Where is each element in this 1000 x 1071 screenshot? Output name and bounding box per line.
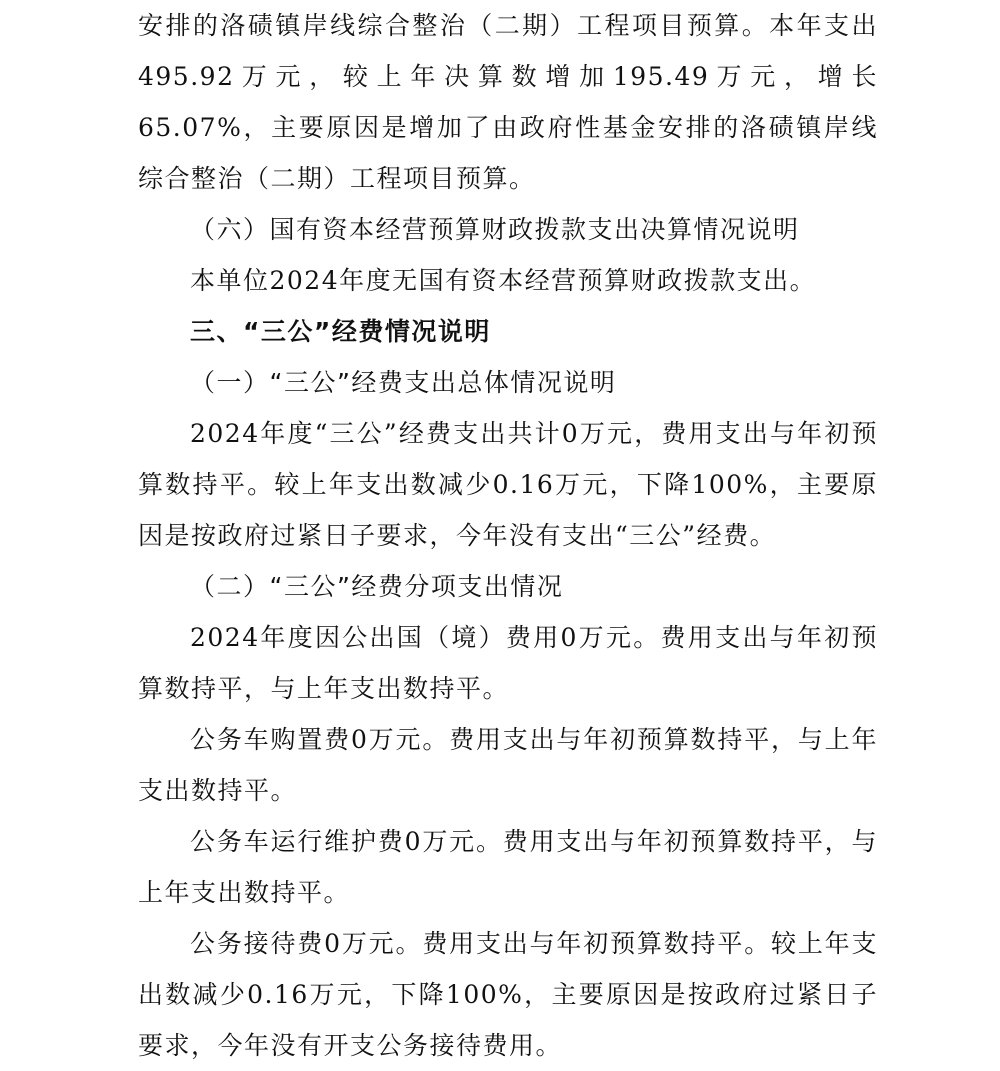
paragraph-overseas-travel: 2024年度因公出国（境）费用0万元。费用支出与年初预算数持平，与上年支出数持平。 — [138, 623, 878, 703]
paragraph-overall-expenditure: 2024年度“三公”经费支出共计0万元，费用支出与年初预算数持平。较上年支出数减少0.16万元，下降100%，主要原因是按政府过紧日子要求，今年没有支出“三公”经费。 — [138, 419, 878, 550]
heading-three-public-expenses: 三、“三公”经费情况说明 — [190, 317, 491, 346]
paragraph-official-reception: 公务接待费0万元。费用支出与年初预算数持平。较上年支出数减少0.16万元，下降100%，主要原因是按政府过紧日子要求，今年没有开支公务接待费用。 — [138, 929, 878, 1060]
heading-itemized-expenditure: （二）“三公”经费分项支出情况 — [190, 572, 564, 601]
paragraph-no-state-capital-expenditure: 本单位2024年度无国有资本经营预算财政拨款支出。 — [190, 266, 817, 295]
heading-state-capital-budget: （六）国有资本经营预算财政拨款支出决算情况说明 — [190, 215, 800, 244]
paragraph-budget-continuation: 安排的洛碛镇岸线综合整治（二期）工程项目预算。本年支出495.92万元，较上年决算数增加195.49万元，增长65.07%，主要原因是增加了由政府性基金安排的洛碛镇岸线综合整治（二期）工程项目预算。 — [138, 11, 878, 193]
heading-overall-expenditure: （一）“三公”经费支出总体情况说明 — [190, 368, 617, 397]
paragraph-vehicle-purchase: 公务车购置费0万元。费用支出与年初预算数持平，与上年支出数持平。 — [138, 725, 878, 805]
paragraph-vehicle-maintenance: 公务车运行维护费0万元。费用支出与年初预算数持平，与上年支出数持平。 — [138, 827, 878, 907]
